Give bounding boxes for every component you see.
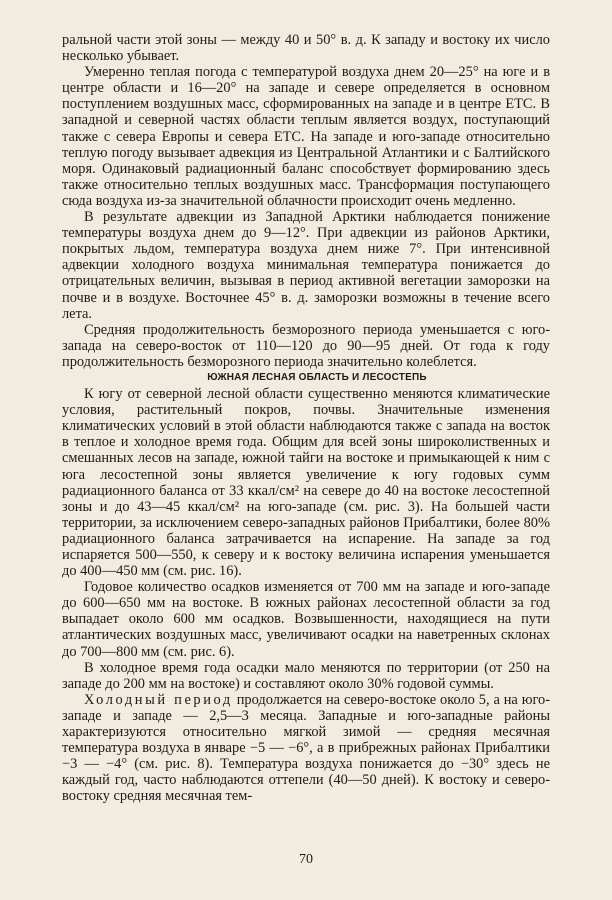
- paragraph: В холодное время года осадки мало меняются по территории (от 250 на западе до 200 мм на востоке) и составляют около 30% годовой суммы.: [62, 659, 550, 692]
- paragraph: К югу от северной лесной области существенно меняются климатические условия, растительный покров, почвы. Значительные изменения климатических условий в этой области наблюдаются также с запада на восток в теплое и холодное время года. Общим для всей зоны широколиственных и смешанных лесов на западе, южной тайги на востоке и примыкающей к ним с юга лесостепной зоны является увеличение к югу годовых сумм радиационного баланса от 33 ккал/см² на севере до 40 на востоке лесостепной зоны и до 43—45 ккал/см² на юго-западе (см. рис. 3). На большей части территории, за исключением северо-западных районов Прибалтики, более 80% радиационного баланса затрачивается на испарение. На западе за год испаряется 500—550, к северу и к востоку величина испарения уменьшается до 400—450 мм (см. рис. 16).: [62, 386, 550, 580]
- paragraph: Умеренно теплая погода с температурой воздуха днем 20—25° на юге и в центре области и 16—20° на западе и севере определяется в основном поступлением воздушных масс, сформированных на западе и в центре ЕТС. В западной и северной частях области теплым является воздух, поступающий также с севера Европы и севера ЕТС. На западе и юго-западе относительно теплую погоду вызывает адвекция из Центральной Атлантики и с Балтийского моря. Одинаковый радиационный баланс способствует формированию здесь также относительно теплых воздушных масс. Трансформация поступающего сюда воздуха из-за значительной облачности происходит очень медленно.: [62, 64, 550, 209]
- paragraph-cold-period: [62, 692, 550, 805]
- page-text: [62, 32, 550, 805]
- paragraph: ральной части этой зоны — между 40 и 50° в. д. К западу и востоку их число несколько убывает.: [62, 32, 550, 65]
- page-number: 70: [299, 852, 313, 867]
- paragraph: Средняя продолжительность безморозного периода уменьшается с юго-запада на северо-восток от 110—120 до 90—95 дней. От года к году продолжительность безморозного периода значительно колеблется.: [62, 321, 550, 370]
- paragraph: Годовое количество осадков изменяется от 700 мм на западе и юго-западе до 600—650 мм на востоке. В южных районах лесостепной области за год выпадает около 600 мм осадков. Возвышенности, находящиеся на пути атлантических воздушных масс, увеличивают осадки на наветренных склонах до 700—800 мм (см. рис. 6).: [62, 579, 550, 660]
- paragraph: В результате адвекции из Западной Арктики наблюдается понижение температуры воздуха днем до 9—12°. При адвекции из районов Арктики, покрытых льдом, температура воздуха днем ниже 7°. При интенсивной адвекции холодного воздуха минимальная температура понижается до отрицательных величин, вызывая в период активной вегетации заморозки на почве и в воздухе. Восточнее 45° в. д. заморозки возможны в течение всего лета.: [62, 209, 550, 322]
- section-heading: ЮЖНАЯ ЛЕСНАЯ ОБЛАСТЬ И ЛЕСОСТЕПЬ: [207, 371, 427, 383]
- paragraph-rest: продолжается на северо-востоке около 5, а на юго-западе и западе — 2,5—3 месяца. Западные и юго-западные районы характеризуются относительно мягкой зимой — средняя месячная температура воздуха в январе −5 — −6°, а в прибрежных районах Прибалтики −3 — −4° (см. рис. 8). Температура воздуха понижается до −30° здесь не каждый год, часто наблюдаются оттепели (40—50 дней). К востоку и северо-востоку средняя месячная тем-: [62, 691, 550, 805]
- spaced-term: Холодный период: [84, 691, 233, 708]
